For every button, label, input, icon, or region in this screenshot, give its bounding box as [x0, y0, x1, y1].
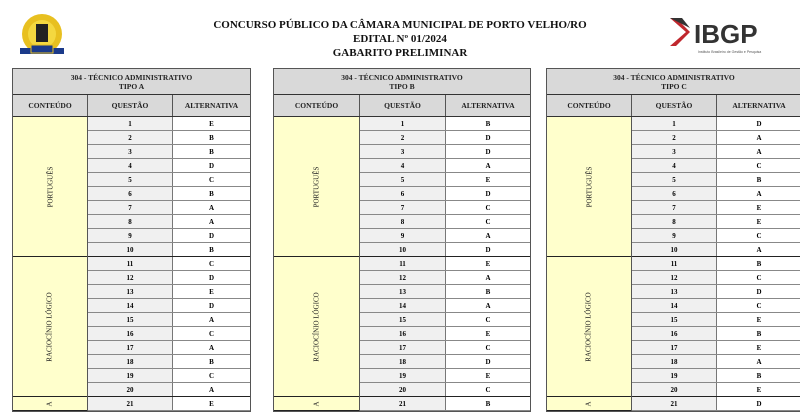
table-row [360, 383, 530, 397]
table-row [360, 215, 530, 229]
question-number: 4 [632, 159, 717, 172]
question-number: 3 [88, 145, 173, 158]
table-row [360, 313, 530, 327]
table-row [360, 173, 530, 187]
answer-alternative: A [485, 273, 491, 282]
answer-alternative: B [209, 357, 214, 366]
table-row [632, 229, 800, 243]
answer-alternative: A [485, 231, 491, 240]
column-header: ALTERNATIVA [732, 101, 786, 110]
question-number: 8 [88, 215, 173, 228]
table-title [547, 69, 800, 95]
answer-alternative: A [208, 203, 215, 212]
table-row [632, 215, 800, 229]
table-row [360, 159, 530, 173]
table-row [632, 285, 800, 299]
table-row [360, 369, 530, 383]
question-number: 5 [360, 173, 446, 186]
question-number: 21 [88, 397, 173, 410]
question-number: 11 [88, 257, 173, 270]
answer-alternative: D [485, 133, 491, 142]
table-row [88, 369, 250, 383]
column-header: ALTERNATIVA [184, 101, 239, 110]
table-row [88, 327, 250, 341]
answer-alternative: B [485, 119, 491, 128]
table-row [88, 117, 250, 131]
question-number: 10 [360, 243, 446, 256]
question-number: 12 [632, 271, 717, 284]
table-row [360, 327, 530, 341]
table-row [360, 187, 530, 201]
answer-alternative: D [485, 147, 491, 156]
table-row [88, 229, 250, 243]
question-number: 17 [360, 341, 446, 354]
table-title [274, 69, 530, 95]
table-row [360, 117, 530, 131]
answer-alternative: A [756, 133, 762, 142]
question-number: 14 [632, 299, 717, 312]
question-number: 8 [632, 215, 717, 228]
table-row [632, 145, 800, 159]
question-number: 12 [88, 271, 173, 284]
answer-alternative: A [208, 315, 215, 324]
table-row [632, 383, 800, 397]
job-title: 304 - TÉCNICO ADMINISTRATIVO [70, 73, 193, 82]
answer-alternative: C [485, 203, 491, 212]
column-header: ALTERNATIVA [461, 101, 515, 110]
answer-alternative: E [209, 287, 214, 296]
table-row [88, 299, 250, 313]
answer-alternative: B [485, 287, 491, 296]
question-number: 20 [88, 383, 173, 396]
content-group [274, 397, 359, 411]
content-label: A [585, 400, 593, 407]
answer-alternative: D [756, 287, 762, 296]
answer-alternative: C [756, 231, 762, 240]
content-label: A [312, 400, 321, 407]
question-number: 10 [88, 243, 173, 256]
content-group [13, 397, 87, 411]
answer-alternative: A [208, 385, 215, 394]
table-row [632, 159, 800, 173]
content-label: PORTUGUÊS [312, 166, 321, 207]
table-row [632, 369, 800, 383]
answer-alternative: D [756, 119, 762, 128]
table-row [632, 313, 800, 327]
question-number: 18 [88, 355, 173, 368]
answer-alternative: E [485, 175, 491, 184]
column-header: QUESTÃO [88, 95, 173, 116]
answer-alternative: B [209, 133, 214, 142]
table-row [632, 201, 800, 215]
answer-alternative: B [756, 371, 762, 380]
question-number: 7 [360, 201, 446, 214]
table-row [88, 271, 250, 285]
question-number: 21 [360, 397, 446, 410]
table-row [632, 187, 800, 201]
answer-alternative: B [756, 329, 762, 338]
table-row [632, 257, 800, 271]
table-row [88, 243, 250, 257]
question-number: 1 [88, 117, 173, 130]
answer-alternative: E [485, 371, 491, 380]
job-title: 304 - TÉCNICO ADMINISTRATIVO [341, 73, 463, 82]
question-number: 11 [632, 257, 717, 270]
answer-alternative: D [208, 273, 215, 282]
table-row [632, 117, 800, 131]
answer-alternative: D [208, 301, 215, 310]
answer-alternative: A [756, 245, 762, 254]
table-row [632, 355, 800, 369]
question-number: 12 [360, 271, 446, 284]
question-number: 8 [360, 215, 446, 228]
table-row [632, 173, 800, 187]
table-row [88, 341, 250, 355]
answer-key-table-1 [12, 68, 251, 412]
table-row [632, 131, 800, 145]
question-number: 3 [632, 145, 717, 158]
content-column [274, 117, 360, 411]
svg-text:IBGP: IBGP [694, 19, 758, 49]
answer-alternative: C [485, 217, 491, 226]
table-row [632, 341, 800, 355]
answer-alternative: A [208, 217, 215, 226]
table-row [632, 327, 800, 341]
question-number: 14 [88, 299, 173, 312]
question-number: 2 [632, 131, 717, 144]
answer-alternative: C [208, 175, 215, 184]
table-row [88, 173, 250, 187]
content-group [274, 117, 359, 257]
table-row [632, 299, 800, 313]
answer-alternative: D [208, 231, 215, 240]
table-row [88, 257, 250, 271]
question-number: 10 [632, 243, 717, 256]
question-number: 1 [632, 117, 717, 130]
column-header: CONTEÚDO [547, 95, 632, 116]
answer-alternative: E [756, 203, 762, 212]
answer-alternative: A [485, 161, 491, 170]
question-number: 6 [360, 187, 446, 200]
question-number: 13 [632, 285, 717, 298]
content-group [274, 257, 359, 397]
question-number: 21 [632, 397, 717, 410]
answer-alternative: B [756, 259, 762, 268]
table-row [88, 145, 250, 159]
answer-alternative: E [756, 343, 762, 352]
content-label: RACIOCÍNIO LÓGICO [45, 291, 54, 362]
question-number: 19 [632, 369, 717, 382]
table-row [360, 131, 530, 145]
content-group [547, 257, 631, 397]
exam-type: TIPO B [389, 82, 415, 91]
content-group [13, 257, 87, 397]
question-number: 16 [360, 327, 446, 340]
answer-alternative: C [485, 343, 491, 352]
question-number: 5 [632, 173, 717, 186]
question-number: 7 [632, 201, 717, 214]
table-row [360, 229, 530, 243]
table-row [88, 285, 250, 299]
table-row [632, 243, 800, 257]
column-header: CONTEÚDO [274, 95, 360, 116]
answer-alternative: C [485, 385, 491, 394]
question-number: 4 [360, 159, 446, 172]
answer-alternative: C [485, 315, 491, 324]
content-column [547, 117, 632, 411]
answer-alternative: C [208, 259, 215, 268]
question-number: 19 [360, 369, 446, 382]
job-title: 304 - TÉCNICO ADMINISTRATIVO [613, 73, 735, 82]
question-number: 18 [632, 355, 717, 368]
question-number: 4 [88, 159, 173, 172]
exam-type: TIPO A [118, 82, 145, 91]
table-row [360, 271, 530, 285]
table-row [360, 355, 530, 369]
table-row [88, 313, 250, 327]
header-title: CONCURSO PÚBLICO DA CÂMARA MUNICIPAL DE PORTO VELHO/RO [213, 19, 587, 31]
answer-alternative: C [756, 161, 762, 170]
answer-alternative: A [756, 147, 762, 156]
question-number: 15 [360, 313, 446, 326]
table-row [360, 341, 530, 355]
column-header: QUESTÃO [360, 95, 446, 116]
answer-key-table-3 [546, 68, 800, 412]
question-number: 7 [88, 201, 173, 214]
answer-alternative: B [209, 245, 214, 254]
table-row [360, 201, 530, 215]
column-header: QUESTÃO [632, 95, 717, 116]
svg-text:Instituto Brasileiro de Gestão: Instituto Brasileiro de Gestão e Pesquisa [698, 50, 762, 54]
question-number: 17 [88, 341, 173, 354]
question-number: 18 [360, 355, 446, 368]
answer-alternative: D [208, 161, 215, 170]
answer-alternative: E [756, 385, 762, 394]
column-headers [547, 95, 800, 117]
answer-alternative: E [485, 259, 491, 268]
table-row [88, 187, 250, 201]
table-row [88, 215, 250, 229]
answer-alternative: B [209, 189, 214, 198]
question-number: 2 [360, 131, 446, 144]
question-number: 14 [360, 299, 446, 312]
content-label: RACIOCÍNIO LÓGICO [312, 291, 321, 362]
table-row [88, 159, 250, 173]
table-row [88, 383, 250, 397]
column-headers [274, 95, 530, 117]
table-row [632, 271, 800, 285]
answer-alternative: E [485, 329, 491, 338]
content-label: A [46, 400, 54, 407]
question-number: 16 [632, 327, 717, 340]
question-number: 11 [360, 257, 446, 270]
question-number: 9 [632, 229, 717, 242]
table-row [360, 243, 530, 257]
question-number: 13 [88, 285, 173, 298]
answer-alternative: D [485, 189, 491, 198]
question-number: 9 [360, 229, 446, 242]
content-label: RACIOCÍNIO LÓGICO [584, 291, 593, 362]
header-subtitle: GABARITO PRELIMINAR [332, 47, 468, 59]
answer-alternative: B [485, 399, 491, 408]
question-number: 9 [88, 229, 173, 242]
answer-alternative: D [756, 399, 762, 408]
content-group [547, 397, 631, 411]
question-number: 19 [88, 369, 173, 382]
content-group [547, 117, 631, 257]
question-number: 13 [360, 285, 446, 298]
header-edital: EDITAL Nº 01/2024 [353, 33, 447, 45]
answer-alternative: B [209, 147, 214, 156]
answer-alternative: C [208, 329, 215, 338]
table-row [88, 355, 250, 369]
question-number: 6 [632, 187, 717, 200]
table-title [13, 69, 250, 95]
answer-alternative: B [756, 175, 762, 184]
question-number: 20 [632, 383, 717, 396]
answer-alternative: A [485, 301, 491, 310]
content-column [13, 117, 88, 411]
table-row [88, 201, 250, 215]
question-number: 20 [360, 383, 446, 396]
content-label: PORTUGUÊS [585, 166, 593, 207]
question-number: 17 [632, 341, 717, 354]
answer-key-table-2 [273, 68, 531, 412]
ibgp-logo [668, 16, 778, 56]
answer-alternative: A [208, 343, 215, 352]
content-label: PORTUGUÊS [46, 166, 54, 207]
table-row [88, 397, 250, 411]
answer-alternative: D [485, 245, 491, 254]
answer-alternative: E [209, 399, 214, 408]
answer-alternative: C [756, 301, 762, 310]
content-group [13, 117, 87, 257]
table-row [360, 145, 530, 159]
answer-alternative: E [756, 315, 762, 324]
table-row [360, 397, 530, 411]
column-headers [13, 95, 250, 117]
question-number: 2 [88, 131, 173, 144]
answer-alternative: C [756, 273, 762, 282]
table-row [360, 257, 530, 271]
answer-alternative: E [756, 217, 762, 226]
table-row [632, 397, 800, 411]
question-number: 3 [360, 145, 446, 158]
answer-alternative: E [209, 119, 214, 128]
question-number: 6 [88, 187, 173, 200]
answer-alternative: A [756, 189, 762, 198]
table-row [88, 131, 250, 145]
answer-alternative: C [208, 371, 215, 380]
question-number: 5 [88, 173, 173, 186]
column-header: CONTEÚDO [13, 95, 88, 116]
question-number: 15 [88, 313, 173, 326]
table-row [360, 285, 530, 299]
question-number: 16 [88, 327, 173, 340]
exam-type: TIPO C [661, 82, 687, 91]
question-number: 1 [360, 117, 446, 130]
answer-alternative: D [485, 357, 491, 366]
table-row [360, 299, 530, 313]
answer-alternative: A [756, 357, 762, 366]
question-number: 15 [632, 313, 717, 326]
